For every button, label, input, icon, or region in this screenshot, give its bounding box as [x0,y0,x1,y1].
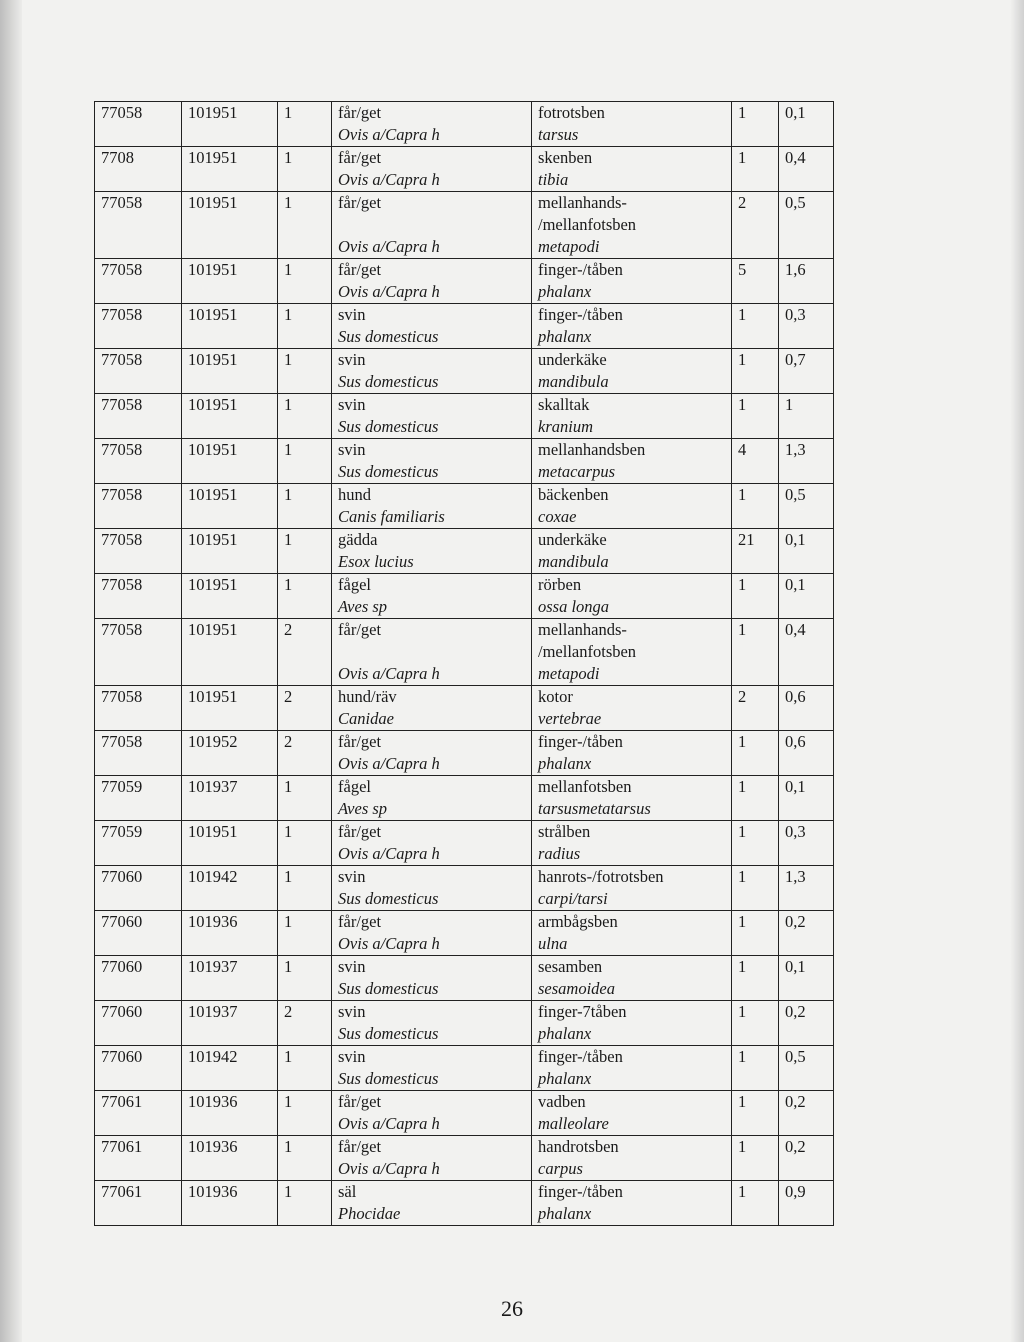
cell-element-line: kotor [538,687,573,706]
cell-species [332,439,532,484]
cell-site-number: 77060 [95,911,182,956]
table-row [95,484,834,529]
cell-count: 1 [732,731,779,776]
cell-count: 1 [732,484,779,529]
cell-species-latin: Ovis a/Capra h [338,754,440,773]
cell-species-latin: Phocidae [338,1204,401,1223]
cell-species-line: svin [338,305,366,324]
cell-element-latin: carpus [538,1159,583,1178]
cell-species-line [338,214,531,236]
cell-site-number: 77060 [95,866,182,911]
cell-element-line: strålben [538,822,591,841]
cell-element [532,776,732,821]
cell-element [532,439,732,484]
cell-species [332,776,532,821]
cell-site-number: 77058 [95,574,182,619]
cell-element [532,1091,732,1136]
cell-layer: 1 [278,529,332,574]
table-row [95,259,834,304]
cell-element-line: rörben [538,575,582,594]
cell-element-line: mellanfotsben [538,777,632,796]
table-row [95,956,834,1001]
cell-element-latin: mandibula [538,372,609,391]
cell-species-line: hund [338,485,371,504]
cell-count: 4 [732,439,779,484]
cell-weight: 0,4 [779,147,834,192]
table-row [95,731,834,776]
cell-species [332,911,532,956]
cell-count: 21 [732,529,779,574]
scan-edge-right [1010,0,1024,1342]
cell-species-line: får/get [338,912,382,931]
cell-find-number: 101942 [182,866,278,911]
cell-species-line: svin [338,440,366,459]
cell-species-latin: Aves sp [338,597,388,616]
cell-element-line: vadben [538,1092,586,1111]
cell-species-line: fågel [338,777,371,796]
table-row [95,866,834,911]
cell-find-number: 101951 [182,304,278,349]
cell-species-latin: Sus domesticus [338,1069,439,1088]
table-row [95,1046,834,1091]
cell-count: 2 [732,686,779,731]
cell-species [332,731,532,776]
cell-species-line: svin [338,350,366,369]
cell-layer: 2 [278,1001,332,1046]
cell-count: 1 [732,1181,779,1226]
cell-site-number: 7708 [95,147,182,192]
table-row [95,529,834,574]
cell-species-latin: Sus domesticus [338,327,439,346]
cell-species-latin: Canidae [338,709,394,728]
cell-element-latin: tarsus [538,125,579,144]
cell-find-number: 101936 [182,1136,278,1181]
cell-species-latin: Ovis a/Capra h [338,664,440,683]
cell-element-latin: sesamoidea [538,979,615,998]
cell-count: 1 [732,574,779,619]
cell-element-line: fotrotsben [538,103,605,122]
cell-count: 1 [732,394,779,439]
cell-element-line: sesamben [538,957,603,976]
cell-weight: 1 [779,394,834,439]
cell-element-latin: ulna [538,934,568,953]
cell-species [332,1091,532,1136]
cell-element-latin: phalanx [538,1024,592,1043]
cell-element-latin: radius [538,844,581,863]
page-number: 26 [501,1296,523,1321]
cell-species [332,192,532,259]
cell-element-latin: metapodi [538,664,600,683]
cell-find-number: 101942 [182,1046,278,1091]
cell-site-number: 77058 [95,439,182,484]
cell-species-line: får/get [338,1092,382,1111]
cell-element [532,1181,732,1226]
table-row [95,192,834,259]
table-row [95,821,834,866]
cell-species-latin: Sus domesticus [338,1024,439,1043]
cell-weight: 1,6 [779,259,834,304]
cell-count: 1 [732,349,779,394]
cell-layer: 1 [278,147,332,192]
cell-element-latin: carpi/tarsi [538,889,608,908]
cell-weight: 0,6 [779,686,834,731]
cell-species-latin: Ovis a/Capra h [338,237,440,256]
table-row [95,911,834,956]
cell-element-latin: mandibula [538,552,609,571]
cell-weight: 0,3 [779,304,834,349]
cell-species-line: får/get [338,732,382,751]
cell-element [532,259,732,304]
cell-element-latin: metacarpus [538,462,615,481]
cell-element-line: underkäke [538,530,607,549]
cell-element-latin: phalanx [538,754,592,773]
cell-layer: 1 [278,956,332,1001]
cell-layer: 1 [278,1181,332,1226]
cell-weight: 0,1 [779,529,834,574]
cell-species-line: får/get [338,148,382,167]
cell-species-line: svin [338,395,366,414]
cell-count: 1 [732,866,779,911]
cell-element [532,394,732,439]
cell-element-line: finger-/tåben [538,1182,623,1201]
cell-element [532,304,732,349]
cell-species [332,1046,532,1091]
cell-layer: 1 [278,1091,332,1136]
cell-layer: 1 [278,1136,332,1181]
cell-count: 1 [732,1136,779,1181]
cell-species-line [338,641,531,663]
cell-layer: 1 [278,866,332,911]
cell-species-line: säl [338,1182,357,1201]
cell-layer: 1 [278,574,332,619]
cell-site-number: 77059 [95,776,182,821]
cell-species [332,529,532,574]
cell-species-latin: Aves sp [338,799,388,818]
cell-species [332,304,532,349]
cell-site-number: 77058 [95,731,182,776]
cell-weight: 0,5 [779,192,834,259]
cell-species-latin: Sus domesticus [338,372,439,391]
cell-weight: 0,2 [779,1091,834,1136]
cell-site-number: 77058 [95,686,182,731]
cell-element-line: hanrots-/fotrotsben [538,867,664,886]
cell-find-number: 101936 [182,1181,278,1226]
cell-find-number: 101937 [182,956,278,1001]
cell-species [332,484,532,529]
cell-species-latin: Ovis a/Capra h [338,282,440,301]
scan-edge-left [0,0,22,1342]
cell-species [332,1136,532,1181]
cell-species-latin: Ovis a/Capra h [338,934,440,953]
table-row [95,1091,834,1136]
cell-count: 1 [732,956,779,1001]
cell-element [532,619,732,686]
cell-element [532,1046,732,1091]
cell-site-number: 77059 [95,821,182,866]
cell-weight: 0,1 [779,102,834,147]
cell-site-number: 77060 [95,1001,182,1046]
cell-layer: 1 [278,259,332,304]
cell-layer: 1 [278,349,332,394]
table-row [95,349,834,394]
cell-species-line: får/get [338,103,382,122]
cell-species-line: svin [338,957,366,976]
cell-element [532,484,732,529]
cell-count: 1 [732,821,779,866]
cell-site-number: 77058 [95,192,182,259]
cell-element-line: handrotsben [538,1137,619,1156]
cell-element [532,102,732,147]
cell-site-number: 77058 [95,619,182,686]
cell-element [532,821,732,866]
bone-records-table [94,101,834,1226]
cell-element [532,147,732,192]
cell-element-line: /mellanfotsben [538,642,637,661]
cell-find-number: 101951 [182,147,278,192]
cell-species-latin: Ovis a/Capra h [338,125,440,144]
cell-find-number: 101951 [182,192,278,259]
cell-weight: 0,9 [779,1181,834,1226]
table-row [95,304,834,349]
cell-species [332,1181,532,1226]
cell-species [332,619,532,686]
cell-find-number: 101951 [182,484,278,529]
table-row [95,619,834,686]
cell-layer: 1 [278,192,332,259]
cell-layer: 1 [278,911,332,956]
table-row [95,394,834,439]
cell-element-latin: phalanx [538,1069,592,1088]
cell-species [332,866,532,911]
table-row [95,1001,834,1046]
cell-element-latin: coxae [538,507,577,526]
cell-species-line: får/get [338,1137,382,1156]
cell-element-line: finger-/tåben [538,305,623,324]
cell-element-line: underkäke [538,350,607,369]
table-row [95,102,834,147]
cell-species-line: hund/räv [338,687,397,706]
cell-element [532,349,732,394]
cell-weight: 0,2 [779,911,834,956]
cell-element-line: /mellanfotsben [538,215,637,234]
cell-layer: 1 [278,821,332,866]
cell-find-number: 101952 [182,731,278,776]
cell-count: 1 [732,619,779,686]
cell-species-line: får/get [338,260,382,279]
cell-element-line: bäckenben [538,485,609,504]
cell-species [332,1001,532,1046]
cell-find-number: 101951 [182,574,278,619]
cell-weight: 0,4 [779,619,834,686]
cell-find-number: 101951 [182,686,278,731]
cell-species-latin: Sus domesticus [338,417,439,436]
cell-element [532,529,732,574]
cell-find-number: 101951 [182,349,278,394]
cell-element-line: finger-/tåben [538,732,623,751]
cell-weight: 1,3 [779,439,834,484]
cell-find-number: 101951 [182,619,278,686]
cell-species-line: gädda [338,530,378,549]
cell-weight: 0,2 [779,1136,834,1181]
table-row [95,1181,834,1226]
cell-element [532,574,732,619]
cell-element [532,1001,732,1046]
cell-layer: 2 [278,619,332,686]
cell-species [332,686,532,731]
cell-count: 1 [732,776,779,821]
cell-species [332,394,532,439]
cell-site-number: 77058 [95,394,182,439]
cell-element-latin: metapodi [538,237,600,256]
cell-count: 1 [732,1091,779,1136]
cell-species-latin: Sus domesticus [338,979,439,998]
cell-species-line: får/get [338,193,382,212]
cell-element-latin: tibia [538,170,569,189]
cell-element-latin: kranium [538,417,593,436]
cell-species-latin: Sus domesticus [338,889,439,908]
cell-find-number: 101936 [182,911,278,956]
cell-find-number: 101951 [182,821,278,866]
cell-element [532,911,732,956]
cell-weight: 0,5 [779,1046,834,1091]
cell-species-line: får/get [338,822,382,841]
cell-species [332,956,532,1001]
cell-weight: 0,6 [779,731,834,776]
table-row [95,439,834,484]
cell-element-latin: phalanx [538,327,592,346]
cell-layer: 1 [278,776,332,821]
cell-layer: 1 [278,102,332,147]
cell-weight: 0,5 [779,484,834,529]
cell-site-number: 77060 [95,956,182,1001]
cell-site-number: 77061 [95,1091,182,1136]
cell-element-latin: phalanx [538,1204,592,1223]
cell-count: 1 [732,147,779,192]
cell-count: 5 [732,259,779,304]
cell-species-latin: Ovis a/Capra h [338,1114,440,1133]
cell-species [332,574,532,619]
table-row [95,574,834,619]
cell-find-number: 101936 [182,1091,278,1136]
cell-element-latin: phalanx [538,282,592,301]
table-row [95,686,834,731]
cell-species [332,147,532,192]
cell-find-number: 101951 [182,529,278,574]
cell-element [532,956,732,1001]
cell-element-line: finger-7tåben [538,1002,627,1021]
cell-layer: 1 [278,484,332,529]
cell-element-line: mellanhandsben [538,440,646,459]
cell-species [332,259,532,304]
cell-count: 1 [732,102,779,147]
cell-count: 1 [732,1046,779,1091]
cell-element-line: mellanhands- [538,620,627,639]
cell-site-number: 77058 [95,102,182,147]
cell-species-latin: Esox lucius [338,552,414,571]
cell-species-latin: Ovis a/Capra h [338,844,440,863]
cell-layer: 1 [278,304,332,349]
cell-count: 1 [732,304,779,349]
cell-species [332,821,532,866]
cell-site-number: 77058 [95,529,182,574]
cell-count: 1 [732,911,779,956]
cell-weight: 0,1 [779,574,834,619]
cell-site-number: 77058 [95,349,182,394]
cell-species-line: får/get [338,620,382,639]
cell-count: 2 [732,192,779,259]
cell-element-latin: vertebrae [538,709,602,728]
cell-find-number: 101937 [182,776,278,821]
table-body [95,102,834,1226]
cell-weight: 0,2 [779,1001,834,1046]
cell-element [532,192,732,259]
cell-layer: 1 [278,1046,332,1091]
cell-element-line: finger-/tåben [538,1047,623,1066]
cell-find-number: 101951 [182,439,278,484]
cell-layer: 2 [278,731,332,776]
cell-element [532,866,732,911]
cell-weight: 0,1 [779,956,834,1001]
cell-site-number: 77060 [95,1046,182,1091]
cell-count: 1 [732,1001,779,1046]
table-row [95,776,834,821]
cell-find-number: 101951 [182,259,278,304]
cell-site-number: 77058 [95,259,182,304]
cell-element-latin: malleolare [538,1114,609,1133]
cell-layer: 1 [278,439,332,484]
cell-element-line: mellanhands- [538,193,627,212]
cell-weight: 1,3 [779,866,834,911]
cell-element-line: armbågsben [538,912,618,931]
cell-element-latin: ossa longa [538,597,610,616]
cell-find-number: 101937 [182,1001,278,1046]
cell-element-latin: tarsusmetatarsus [538,799,651,818]
cell-site-number: 77061 [95,1136,182,1181]
cell-element [532,686,732,731]
cell-layer: 2 [278,686,332,731]
cell-species-latin: Ovis a/Capra h [338,1159,440,1178]
cell-species-latin: Canis familiaris [338,507,445,526]
cell-species-latin: Ovis a/Capra h [338,170,440,189]
cell-find-number: 101951 [182,394,278,439]
cell-species-line: svin [338,867,366,886]
cell-species [332,102,532,147]
cell-weight: 0,1 [779,776,834,821]
cell-site-number: 77061 [95,1181,182,1226]
cell-species [332,349,532,394]
cell-element [532,731,732,776]
cell-element-line: skenben [538,148,593,167]
cell-weight: 0,3 [779,821,834,866]
cell-element-line: finger-/tåben [538,260,623,279]
cell-site-number: 77058 [95,304,182,349]
cell-find-number: 101951 [182,102,278,147]
cell-species-line: svin [338,1002,366,1021]
table-row [95,1136,834,1181]
cell-site-number: 77058 [95,484,182,529]
cell-species-line: fågel [338,575,371,594]
cell-species-line: svin [338,1047,366,1066]
cell-species-latin: Sus domesticus [338,462,439,481]
cell-layer: 1 [278,394,332,439]
cell-element [532,1136,732,1181]
cell-element-line: skalltak [538,395,590,414]
cell-weight: 0,7 [779,349,834,394]
table-row [95,147,834,192]
